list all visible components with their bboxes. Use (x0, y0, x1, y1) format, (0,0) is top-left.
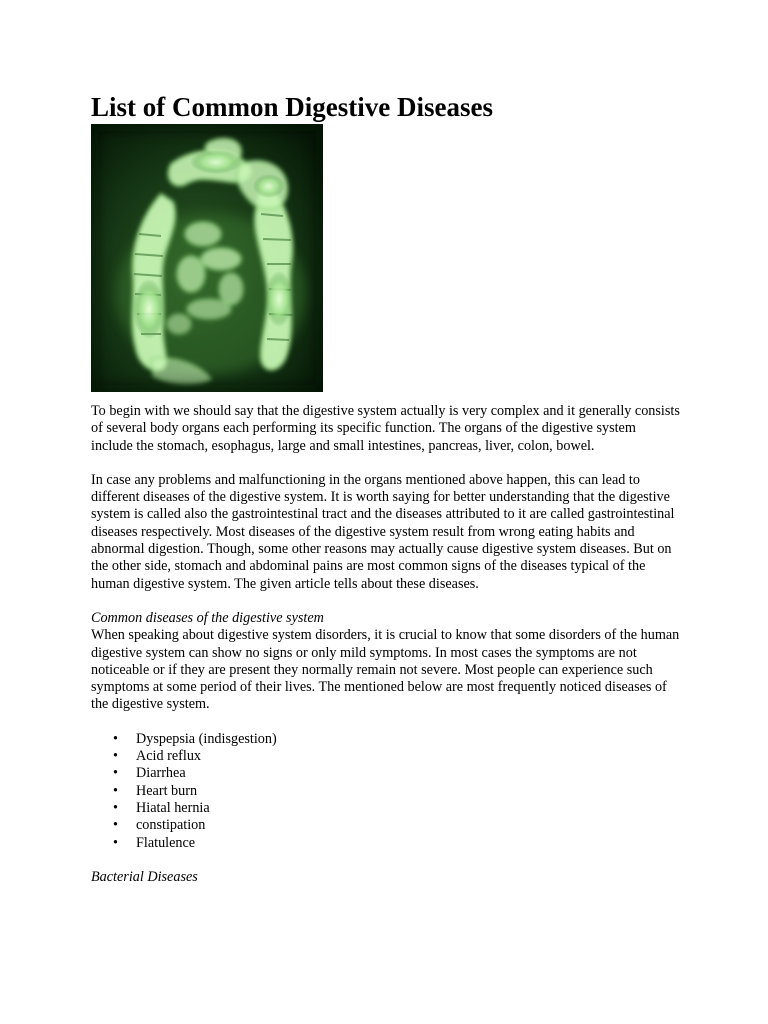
list-item-label: constipation (136, 817, 206, 834)
section-heading-bacterial-diseases: Bacterial Diseases (91, 868, 198, 885)
problems-paragraph: In case any problems and malfunctioning in the organs mentioned above happen, this can lead to different diseases of the digestive system. It is worth saying for better understanding that the digestive system is called also the gastrointestinal tract and the diseases attributed to it are called gastrointestinal diseases respectively. Most diseases of the digestive system result from wrong eating habits and abnormal digestion. Though, some other reasons may actually cause digestive system diseases. But on the other side, stomach and abdominal pains are most common signs of the diseases typical of the human digestive system. The given article tells about these diseases. (91, 471, 675, 592)
list-item-label: Hiatal hernia (136, 799, 210, 816)
page-title: List of Common Digestive Diseases (91, 92, 493, 122)
bullet-icon: • (113, 782, 118, 799)
list-item (91, 783, 681, 800)
bullet-icon: • (113, 834, 118, 851)
bullet-icon: • (113, 748, 118, 765)
diseases-list (91, 731, 681, 852)
list-item (91, 835, 681, 852)
bullet-icon: • (113, 730, 118, 747)
list-item (91, 765, 681, 782)
bullet-icon: • (113, 799, 118, 816)
document-page (91, 88, 681, 886)
list-item-label: Acid reflux (136, 748, 202, 765)
list-item (91, 817, 681, 834)
common-diseases-paragraph: When speaking about digestive system disorders, it is crucial to know that some disorders of the human digestive system can show no signs or only mild symptoms. In most cases the symptoms are not noticeable or if they are present they normally remain not severe. Most people can experience such symptoms at some period of their lives. The mentioned below are most frequently noticed diseases of the digestive system. (91, 627, 680, 713)
bullet-icon: • (113, 817, 118, 834)
list-item-label: Diarrhea (136, 765, 186, 782)
intro-paragraph: To begin with we should say that the digestive system actually is very complex and it generally consists of several body organs each performing its specific function. The organs of the digestive system include the stomach, esophagus, large and small intestines, pancreas, liver, colon, bowel. (91, 403, 680, 454)
list-item (91, 731, 681, 748)
digestive-system-image (91, 124, 323, 392)
list-item-label: Dyspepsia (indisgestion) (136, 730, 277, 747)
section-heading-common-diseases: Common diseases of the digestive system (91, 609, 324, 626)
list-item (91, 800, 681, 817)
list-item-label: Heart burn (136, 782, 198, 799)
list-item-label: Flatulence (136, 834, 196, 851)
list-item (91, 748, 681, 765)
bullet-icon: • (113, 765, 118, 782)
